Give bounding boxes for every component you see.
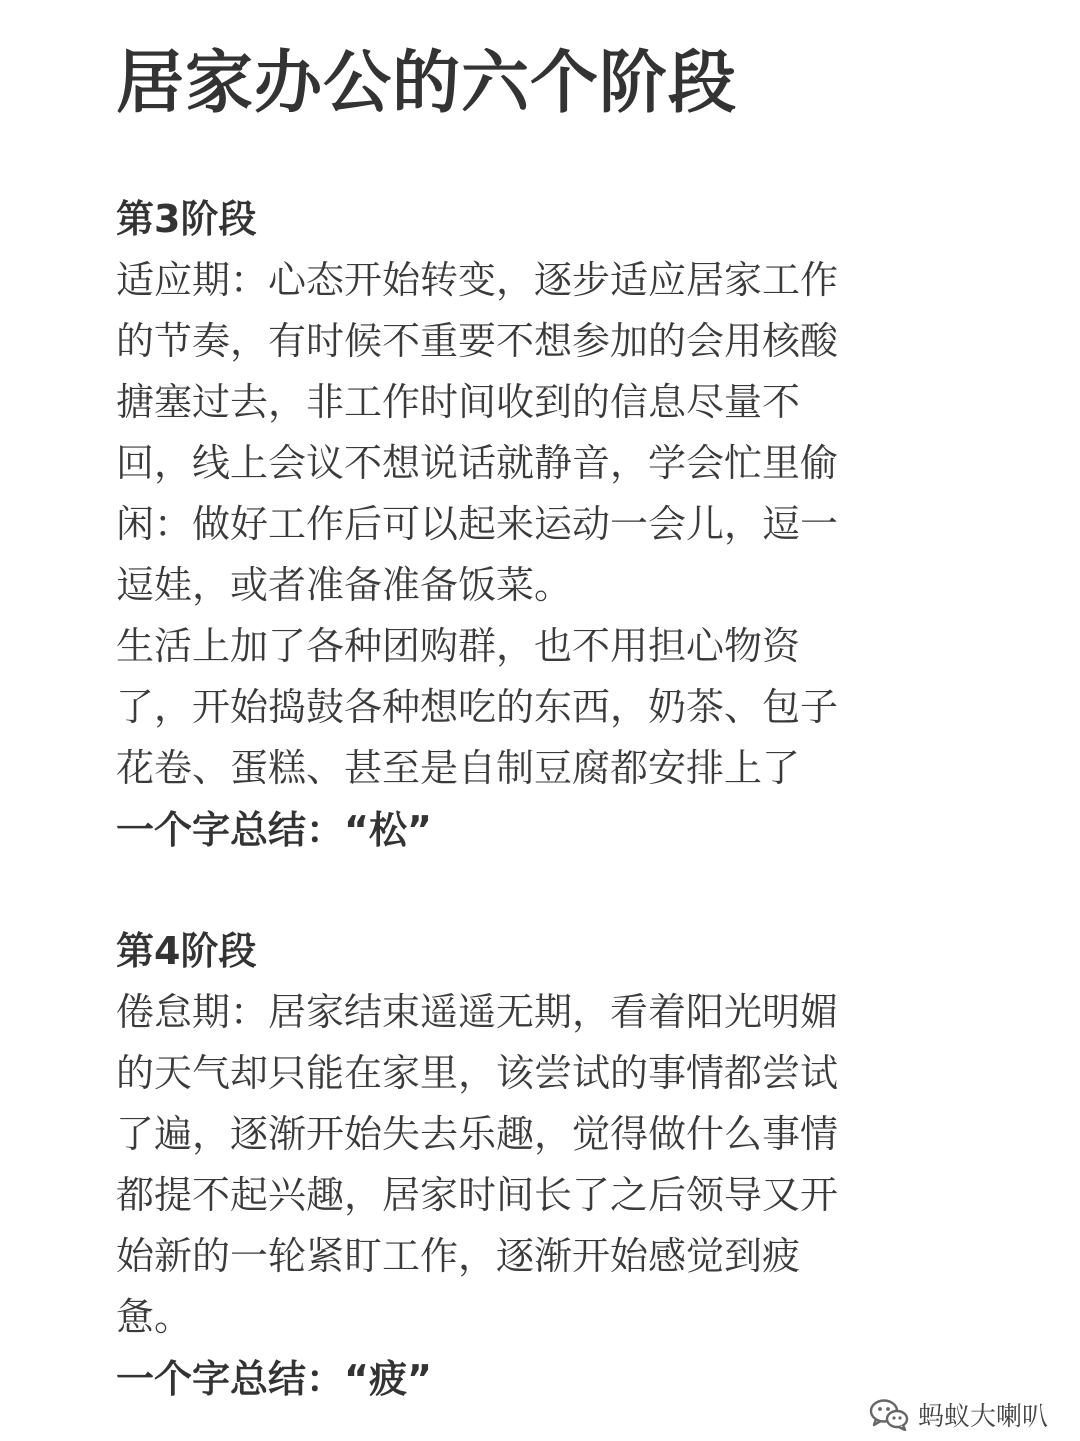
stage-3-text-line: 生活上加了各种团购群，也不用担心物资 [116,624,801,668]
wechat-watermark [868,1392,1048,1436]
stage-4-text-line: 始新的一轮紧盯工作，逐渐开始感觉到疲 [116,1234,801,1278]
stage-4-text-line: 惫。 [116,1295,193,1339]
page-title: 居家办公的六个阶段 [116,44,738,123]
stage-3-text-line: 适应期：心态开始转变，逐步适应居家工作 [116,258,839,302]
wechat-icon [868,1397,910,1431]
stage-3-text-line: 闲：做好工作后可以起来运动一会儿，逗一 [116,502,839,546]
stage-3-text-line: 回，线上会议不想说话就静音，学会忙里偷 [116,441,839,485]
stage-3-text-line: 搪塞过去，非工作时间收到的信息尽量不 [116,380,801,424]
stage-4-text-line: 了遍，逐渐开始失去乐趣，觉得做什么事情 [116,1112,839,1156]
stage-3-heading: 第3阶段 [116,197,257,241]
stage-3-text-line: 花卷、蛋糕、甚至是自制豆腐都安排上了 [116,746,801,790]
stage-4-section [116,920,946,1410]
stage-3-text-line: 了，开始捣鼓各种想吃的东西，奶茶、包子 [116,685,839,729]
stage-3-summary: 一个字总结：“松” [116,808,432,852]
stage-3-section [116,188,946,861]
stage-3-text-line: 逗娃，或者准备准备饭菜。 [116,563,573,607]
stage-4-summary: 一个字总结：“疲” [116,1357,432,1401]
stage-4-text-line: 倦怠期：居家结束遥遥无期，看着阳光明媚 [116,990,839,1034]
stage-4-text-line: 的天气却只能在家里，该尝试的事情都尝试 [116,1051,839,1095]
stage-3-text-line: 的节奏，有时候不重要不想参加的会用核酸 [116,319,839,363]
stage-4-heading: 第4阶段 [116,929,257,973]
stage-4-text-line: 都提不起兴趣，居家时间长了之后领导又开 [116,1173,839,1217]
watermark-text: 蚂蚁大喇叭 [918,1401,1049,1432]
